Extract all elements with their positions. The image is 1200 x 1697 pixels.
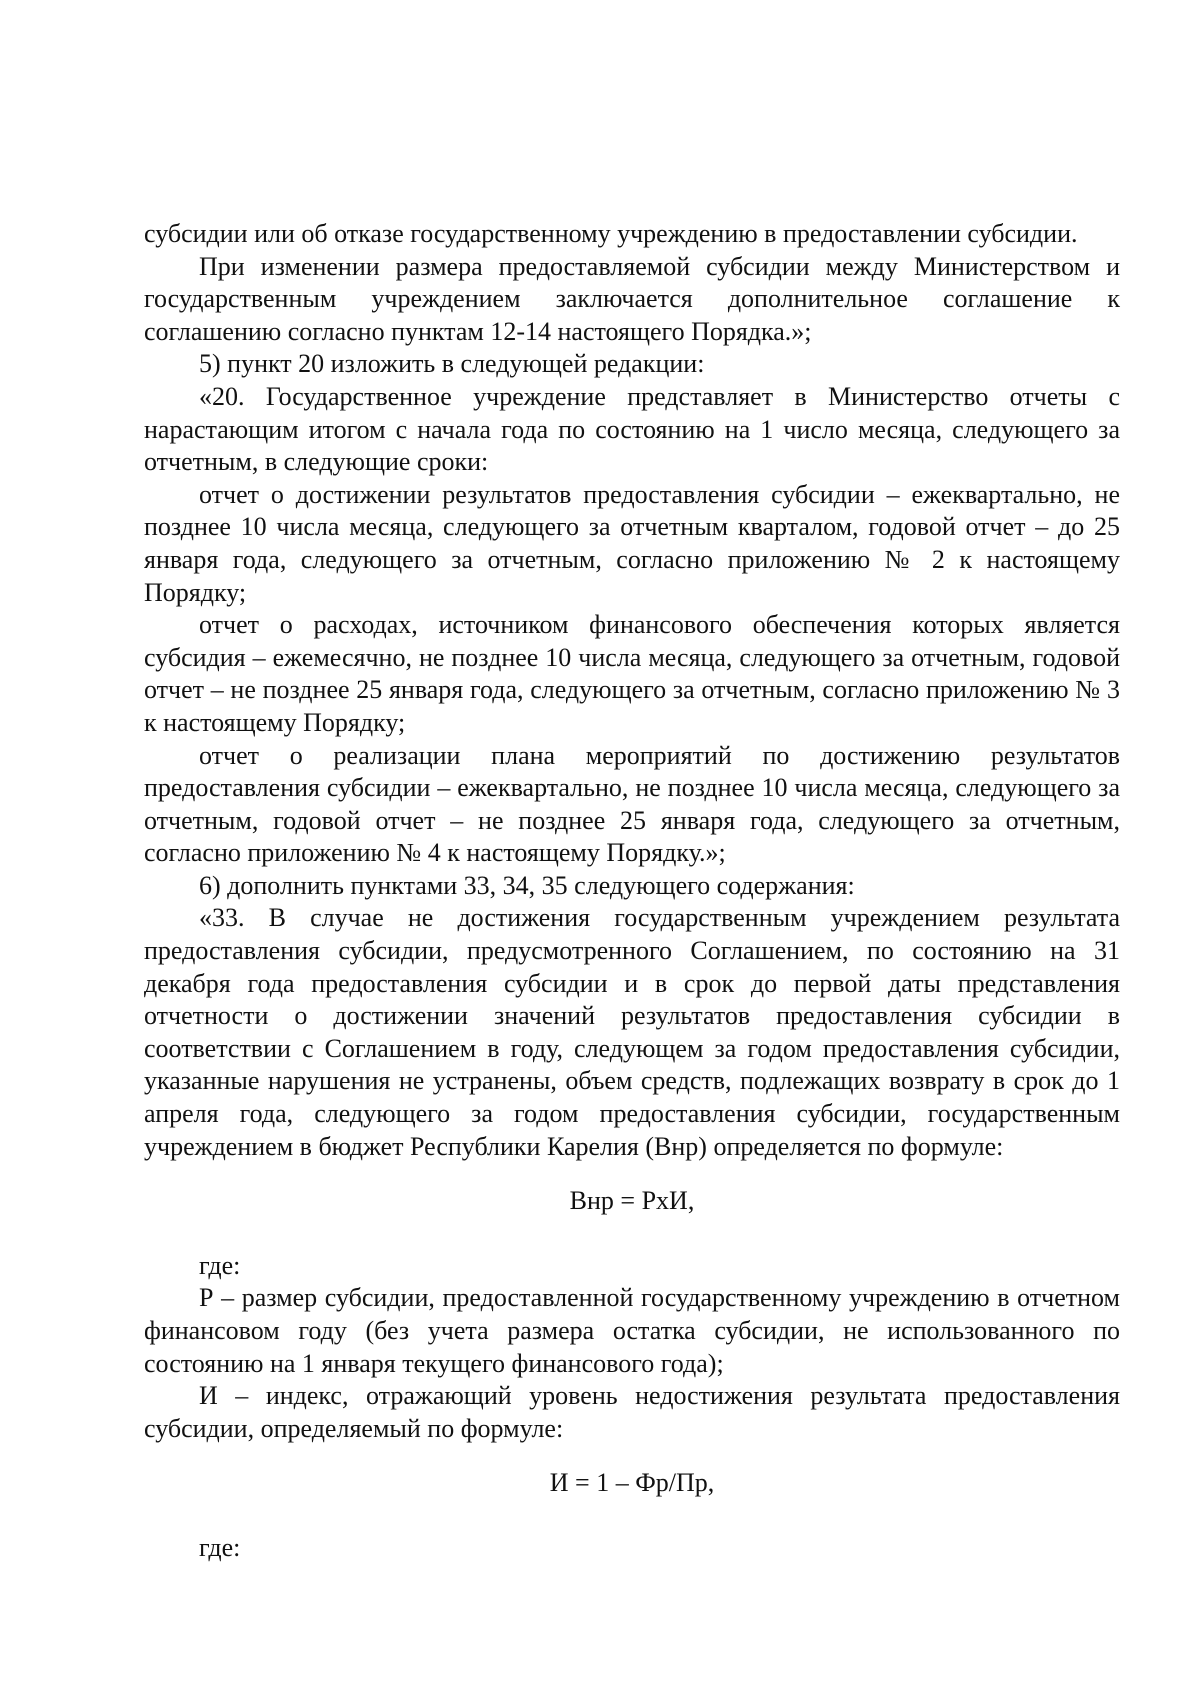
- definition-i: И – индекс, отражающий уровень недостижения результата предоставления субсидии, определяемый по формуле:: [144, 1381, 1120, 1443]
- paragraph-report-plan: отчет о реализации плана мероприятий по достижению результатов предоставления субсидии – ежеквартально, не позднее 10 числа месяца, следующего за отчетным, годовой отчет – не позднее 25 января года, следующего за отчетным, согласно приложению № 4 к настоящему Порядку.»;: [144, 740, 1120, 868]
- formula-index: И = 1 – Фр/Пр,: [549, 1468, 715, 1498]
- formula-vnr: Внр = РхИ,: [569, 1186, 695, 1216]
- definition-p: Р – размер субсидии, предоставленной государственному учреждению в отчетном финансовом году (без учета размера остатка субсидии, не использованного по состоянию на 1 января текущего финансового года);: [144, 1283, 1120, 1378]
- paragraph-item-6: 6) дополнить пунктами 33, 34, 35 следующего содержания:: [199, 870, 855, 900]
- paragraph-report-results: отчет о достижении результатов предоставления субсидии – ежеквартально, не позднее 10 числа месяца, следующего за отчетным кварталом, годовой отчет – до 25 января года, следующего за отчетным, согласно приложению № 2 к настоящему Порядку;: [144, 479, 1120, 607]
- paragraph-item-5: 5) пункт 20 изложить в следующей редакции:: [199, 349, 705, 379]
- document-page: [144, 218, 1120, 1565]
- paragraph-continuation: субсидии или об отказе государственному учреждению в предоставлении субсидии.: [144, 219, 1078, 248]
- where-label-1: где:: [199, 1250, 241, 1280]
- paragraph-amendment-agreement: При изменении размера предоставляемой субсидии между Министерством и государственным учреждением заключается дополнительное соглашение к соглашению согласно пунктам 12-14 настоящего Порядка.»;: [144, 251, 1120, 346]
- paragraph-report-expenses: отчет о расходах, источником финансового обеспечения которых является субсидия – ежемесячно, не позднее 10 числа месяца, следующего за отчетным, годовой отчет – не позднее 25 января года, следующего за отчетным, согласно приложению № 3 к настоящему Порядку;: [144, 610, 1120, 737]
- paragraph-clause-33: «33. В случае не достижения государственным учреждением результата предоставления субсидии, предусмотренного Соглашением, по состоянию на 31 декабря года предоставления субсидии и в срок до первой даты представления отчетности о достижении значений результатов предоставления субсидии в соответствии с Соглашением в году, следующем за годом предоставления субсидии, указанные нарушения не устранены, объем средств, подлежащих возврату в срок до 1 апреля года, следующего за годом предоставления субсидии, государственным учреждением в бюджет Республики Карелия (Внр) определяется по формуле:: [144, 903, 1120, 1161]
- paragraph-clause-20: «20. Государственное учреждение представляет в Министерство отчеты с нарастающим итогом с начала года по состоянию на 1 число месяца, следующего за отчетным, в следующие сроки:: [144, 381, 1120, 477]
- where-label-2: где:: [199, 1532, 241, 1562]
